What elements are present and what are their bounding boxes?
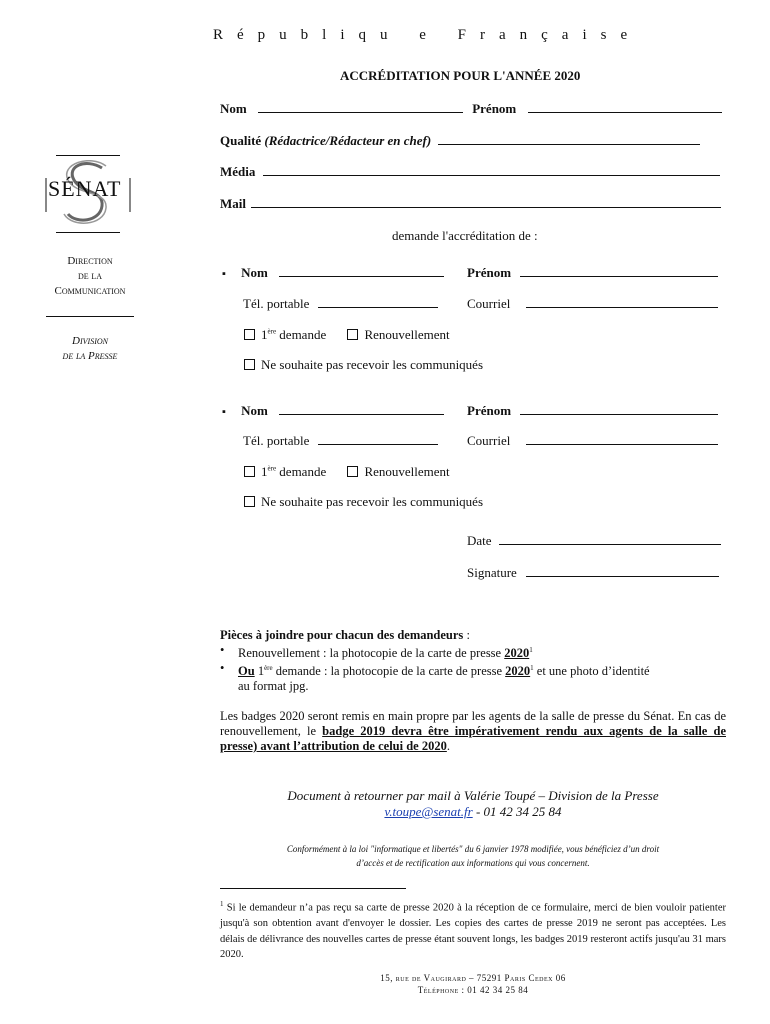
- footnote-rule: [220, 888, 406, 889]
- badges-text: Les badges 2020 seront remis en main propre par les agents de la salle de presse du Sénat. En cas de renouvellement, le: [220, 709, 726, 738]
- person-1-courriel-label: Courriel: [467, 296, 511, 311]
- person-1-tel-row: [243, 296, 438, 312]
- return-line: Document à retourner par mail à Valérie Toupé – Division de la Presse: [287, 788, 659, 803]
- requester-nom-row: [220, 101, 722, 117]
- footnote-text: Si le demandeur n’a pas reçu sa carte de presse 2020 à la réception de ce formulaire, merci de bien vouloir patienter jusqu'à son obtention avant d'envoyer le dossier. Les copies des cartes de presse 2019 ne seront pas acceptées. Les délais de délivrance des nouvelles cartes de presse étant souvent longs, les badges 2019 resteront actifs jusqu'au 31 mars 2020.: [220, 902, 726, 960]
- first-text: demande: [276, 327, 327, 342]
- direction-text: Direction: [67, 255, 113, 267]
- de-la-presse-text: de la Presse: [62, 350, 118, 362]
- person-2-nom-label: Nom: [241, 403, 268, 418]
- prenom-field[interactable]: [528, 101, 722, 113]
- privacy-line-2: d’accès et de rectification aux informations qui vous concernent.: [356, 858, 590, 868]
- page-title: ACCRÉDITATION POUR L'ANNÉE 2020: [340, 68, 581, 83]
- person-2-prenom-row: [467, 403, 718, 419]
- pieces-item-2-post: et une photo d’identité: [533, 664, 650, 679]
- person-2-renewal-label: Renouvellement: [364, 464, 450, 479]
- requester-media-row: [220, 164, 720, 180]
- qualite-hint: (Rédactrice/Rédacteur en chef): [264, 133, 432, 148]
- prenom-label: Prénom: [472, 101, 517, 116]
- bullet-icon: ▪: [222, 406, 226, 418]
- de-la-text: de la: [77, 270, 103, 282]
- qualite-label: Qualité: [220, 133, 262, 148]
- person-1-no-comm-label: Ne souhaite pas recevoir les communiqués: [261, 357, 484, 372]
- direction-divider: [46, 316, 134, 317]
- bullet-icon: •: [220, 661, 225, 676]
- signature-row: [467, 565, 719, 581]
- person-2-tel-label: Tél. portable: [243, 433, 310, 448]
- person-1-no-comm-row: [244, 357, 483, 373]
- person-1-type-row: [244, 327, 450, 343]
- division-text: Division: [72, 335, 108, 347]
- mail-label: Mail: [220, 196, 246, 211]
- first-num: 1: [261, 327, 268, 342]
- person-1-first-request-label: [261, 327, 326, 342]
- pieces-item-2-num: 1: [254, 664, 265, 679]
- mail-field[interactable]: [251, 196, 721, 208]
- person-1-nom-row: [222, 265, 444, 281]
- requester-qualite-row: [220, 133, 700, 149]
- person-2-tel-field[interactable]: [318, 433, 438, 445]
- footer-phone: Téléphone : 01 42 34 25 84: [417, 985, 529, 995]
- page-footer: [220, 972, 726, 996]
- footnote: [220, 897, 726, 963]
- person-2-no-comm-row: [244, 494, 483, 510]
- person-1-no-comm-checkbox[interactable]: [244, 359, 255, 370]
- pieces-item-1-text: Renouvellement : la photocopie de la carte de presse: [238, 646, 505, 661]
- person-2-first-request-label: [261, 464, 326, 479]
- person-1-courriel-field[interactable]: [526, 296, 718, 308]
- pieces-item-1: [220, 643, 726, 661]
- person-2-courriel-label: Courriel: [467, 433, 511, 448]
- nom-label: Nom: [220, 101, 247, 116]
- pieces-section: [220, 628, 726, 694]
- person-2-tel-row: [243, 433, 438, 449]
- person-2-prenom-label: Prénom: [467, 403, 512, 418]
- pieces-item-2-text: demande : la photocopie de la carte de presse: [272, 664, 506, 679]
- demande-text: demande l'accréditation de :: [392, 228, 538, 243]
- footnote-ref: 1: [530, 664, 534, 673]
- person-1-nom-label: Nom: [241, 265, 268, 280]
- first-sup: ère: [267, 464, 277, 473]
- logo-top-rule: [56, 155, 120, 156]
- contact-phone: - 01 42 34 25 84: [472, 804, 562, 819]
- person-1-tel-label: Tél. portable: [243, 296, 310, 311]
- person-2-no-comm-label: Ne souhaite pas recevoir les communiqués: [261, 494, 484, 509]
- bullet-icon: ▪: [222, 268, 226, 280]
- footnote-mark: 1: [220, 900, 224, 908]
- person-2-type-row: [244, 464, 450, 480]
- person-1-renewal-checkbox[interactable]: [347, 329, 358, 340]
- person-1-prenom-row: [467, 265, 718, 281]
- bullet-icon: •: [220, 643, 225, 657]
- pieces-item-2: [220, 661, 726, 694]
- pieces-item-2-ou: Ou: [238, 664, 255, 679]
- pieces-item-1-year: 2020: [504, 646, 530, 661]
- person-2-first-request-checkbox[interactable]: [244, 466, 255, 477]
- pieces-item-2-sup: ère: [264, 664, 273, 673]
- pieces-item-2-line2: au format jpg.: [238, 679, 309, 694]
- requester-mail-row: [220, 196, 721, 212]
- pieces-heading-row: [220, 628, 726, 643]
- person-2-prenom-field[interactable]: [520, 403, 718, 415]
- first-text: demande: [276, 464, 327, 479]
- pieces-heading: Pièces à joindre pour chacun des demandeurs: [220, 628, 464, 642]
- privacy-line-1: Conformément à la loi "informatique et libertés" du 6 janvier 1978 modifiée, vous bénéficiez d’un droit: [286, 844, 660, 854]
- privacy-notice: [220, 842, 726, 870]
- person-1-nom-field[interactable]: [279, 265, 444, 277]
- signature-label: Signature: [467, 565, 517, 580]
- person-2-nom-field[interactable]: [279, 403, 444, 415]
- logo-bottom-rule: [56, 232, 120, 233]
- badges-bold-text: badge 2019 devra être impérativement rendu aux agents de la salle de presse) avant l’attribution de celui de 2020: [220, 724, 726, 753]
- person-2-no-comm-checkbox[interactable]: [244, 496, 255, 507]
- person-1-renewal-label: Renouvellement: [364, 327, 450, 342]
- republique-francaise-header: Républiqu e Française: [213, 27, 642, 43]
- return-instructions: [220, 788, 726, 820]
- email-link[interactable]: v.toupe@senat.fr: [384, 804, 473, 819]
- pieces-item-2-year: 2020: [505, 664, 531, 679]
- first-num: 1: [261, 464, 268, 479]
- person-2-nom-row: [222, 403, 444, 419]
- person-1-tel-field[interactable]: [318, 296, 438, 308]
- person-1-prenom-label: Prénom: [467, 265, 512, 280]
- person-2-courriel-field[interactable]: [526, 433, 718, 445]
- person-2-renewal-checkbox[interactable]: [347, 466, 358, 477]
- signature-field[interactable]: [526, 565, 719, 577]
- media-field[interactable]: [263, 164, 720, 176]
- first-sup: ère: [267, 327, 277, 336]
- badges-end: .: [446, 739, 450, 753]
- person-1-first-request-checkbox[interactable]: [244, 329, 255, 340]
- direction-label: [30, 254, 150, 299]
- nom-field[interactable]: [258, 101, 463, 113]
- date-label: Date: [467, 533, 492, 548]
- division-label: [30, 334, 150, 364]
- media-label: Média: [220, 164, 256, 179]
- footnote-ref: 1: [529, 646, 533, 654]
- senat-logo-text: SÉNAT: [48, 176, 122, 201]
- qualite-field[interactable]: [438, 133, 700, 145]
- person-2-courriel-row: [467, 433, 718, 449]
- communication-text: Communication: [54, 285, 126, 297]
- person-1-prenom-field[interactable]: [520, 265, 718, 277]
- date-row: [467, 533, 721, 549]
- footer-address: 15, rue de Vaugirard – 75291 Paris Cedex 06: [380, 973, 566, 983]
- person-1-courriel-row: [467, 296, 718, 312]
- pieces-colon: :: [463, 628, 470, 642]
- date-field[interactable]: [499, 533, 721, 545]
- badges-paragraph: [220, 709, 726, 754]
- contact-line: [220, 804, 726, 820]
